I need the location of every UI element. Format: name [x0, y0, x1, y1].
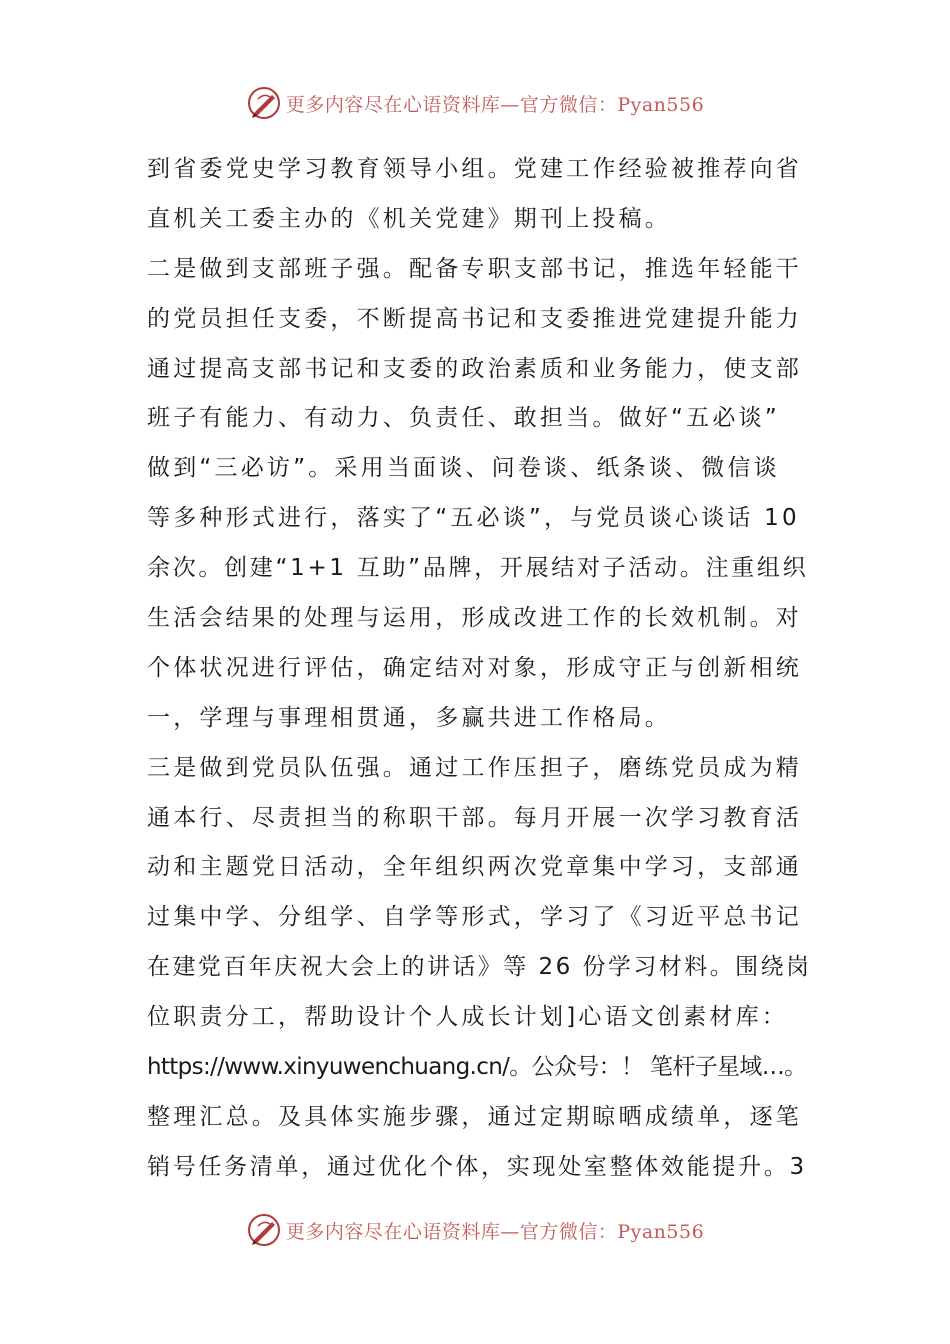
footer-banner-text: 更多内容尽在心语资料库—官方微信：Pyan556 — [285, 1220, 705, 1243]
footer-banner — [0, 1210, 950, 1250]
text-line: 通本行、尽责担当的称职干部。每月开展一次学习教育活 — [147, 804, 802, 831]
text-line: 一，学理与事理相贯通，多赢共进工作格局。 — [147, 704, 671, 731]
text-line: 直机关工委主办的《机关党建》期刊上投稿。 — [147, 205, 671, 232]
text-line: 位职责分工，帮助设计个人成长计划]心语文创素材库： — [147, 1004, 788, 1031]
text-line: 在建党百年庆祝大会上的讲话》等 26 份学习材料。围绕岗 — [147, 954, 812, 981]
header-banner — [0, 83, 950, 123]
header-banner-text: 更多内容尽在心语资料库—官方微信：Pyan556 — [285, 93, 705, 116]
text-line: 动和主题党日活动，全年组织两次党章集中学习，支部通 — [147, 854, 802, 881]
text-line: 余次。创建“1+1 互助”品牌，开展结对子活动。注重组织 — [147, 555, 809, 582]
text-line: 销号任务清单，通过优化个体，实现处室整体效能提升。3 — [147, 1153, 807, 1180]
text-line: 到省委党史学习教育领导小组。党建工作经验被推荐向省 — [147, 156, 802, 182]
document-body — [147, 145, 812, 1193]
url-text-line: https://www.xinyuwenchuang.cn/。公众号：！ 笔杆子星域…。 — [147, 1054, 807, 1081]
text-line: 三是做到党员队伍强。通过工作压担子，磨练党员成为精 — [147, 754, 802, 781]
text-line: 过集中学、分组学、自学等形式，学习了《习近平总书记 — [147, 904, 802, 931]
pen-logo-icon — [246, 1212, 282, 1248]
text-line: 班子有能力、有动力、负责任、敢担当。做好“五必谈” — [147, 405, 780, 432]
text-line: 的党员担任支委，不断提高书记和支委推进党建提升能力 — [147, 305, 802, 332]
text-line: 做到“三必访”。采用当面谈、问卷谈、纸条谈、微信谈 — [147, 455, 780, 482]
text-line: 生活会结果的处理与运用，形成改进工作的长效机制。对 — [147, 605, 802, 632]
text-line: 通过提高支部书记和支委的政治素质和业务能力，使支部 — [147, 355, 802, 382]
pen-logo-icon — [246, 85, 282, 121]
text-line: 整理汇总。及具体实施步骤，通过定期晾晒成绩单，逐笔 — [147, 1103, 802, 1130]
text-line: 等多种形式进行，落实了“五必谈”，与党员谈心谈话 10 — [147, 505, 800, 532]
text-line: 二是做到支部班子强。配备专职支部书记，推选年轻能干 — [147, 255, 802, 282]
text-line: 个体状况进行评估，确定结对对象，形成守正与创新相统 — [147, 654, 802, 681]
